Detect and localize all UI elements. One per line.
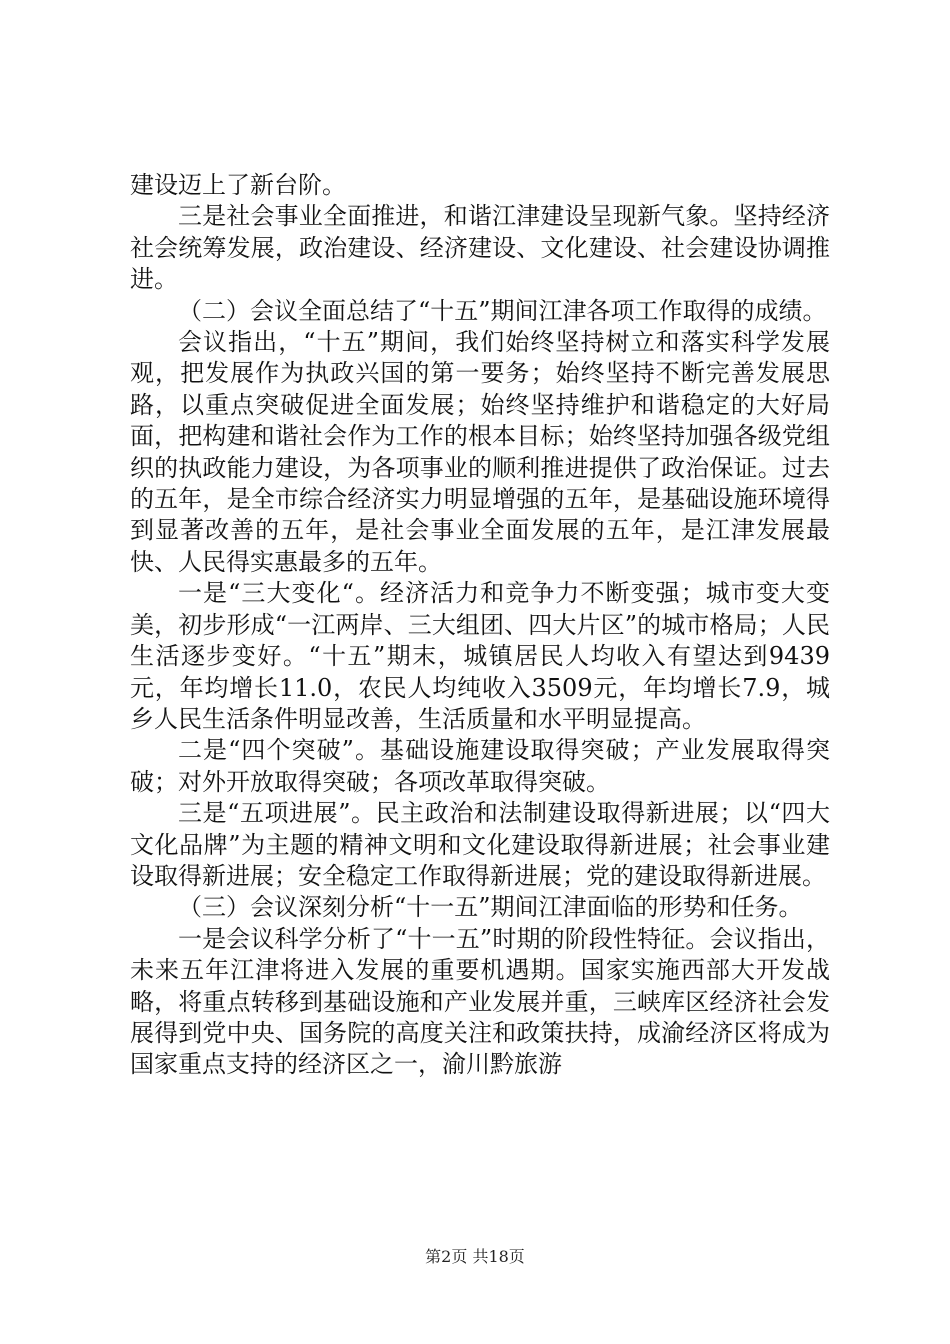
paragraph: 一是会议科学分析了“十一五”时期的阶段性特征。会议指出，未来五年江津将进入发展的重要机遇期。国家实施西部大开发战略，将重点转移到基础设施和产业发展并重，三峡库区经济社会发展得到党中央、国务院的高度关注和政策扶持，成渝经济区将成为国家重点支持的经济区之一，渝川黔旅游 (130, 924, 830, 1079)
paragraph: 三是社会事业全面推进，和谐江津建设呈现新气象。坚持经济社会统筹发展，政治建设、经济建设、文化建设、社会建设协调推进。 (130, 202, 830, 294)
section-heading: （三）会议深刻分析“十一五”期间江津面临的形势和任务。 (178, 893, 803, 922)
paragraph: 一是“三大变化“。经济活力和竞争力不断变强；城市变大变美，初步形成“一江两岸、三大组团、四大片区”的城市格局；人民生活逐步变好。“十五”期末，城镇居民人均收入有望达到9439元，年均增长11.0，农民人均纯收入3509元，年均增长7.9，城乡人民生活条件明显改善，生活质量和水平明显提高。 (130, 579, 830, 733)
paragraph: 二是“四个突破”。基础设施建设取得突破；产业发展取得突破；对外开放取得突破；各项改革取得突破。 (130, 736, 830, 796)
paragraph: 三是“五项进展”。民主政治和法制建设取得新进展；以“四大文化品牌”为主题的精神文明和文化建设取得新进展；社会事业建设取得新进展；安全稳定工作取得新进展；党的建设取得新进展。 (130, 799, 830, 890)
page-number-footer: 第2页 共18页 (425, 1247, 525, 1266)
paragraph: 建设迈上了新台阶。 (130, 171, 346, 199)
section-heading: （二）会议全面总结了“十五”期间江津各项工作取得的成绩。 (178, 296, 827, 325)
document-body (130, 170, 830, 1081)
paragraph: 会议指出，“十五”期间，我们始终坚持树立和落实科学发展观，把发展作为执政兴国的第一要务；始终坚持不断完善发展思路，以重点突破促进全面发展；始终坚持维护和谐稳定的大好局面，把构建和谐社会作为工作的根本目标；始终坚持加强各级党组织的执政能力建设，为各项事业的顺利推进提供了政治保证。过去的五年，是全市综合经济实力明显增强的五年，是基础设施环境得到显著改善的五年，是社会事业全面发展的五年，是江津发展最快、人民得实惠最多的五年。 (130, 328, 830, 576)
